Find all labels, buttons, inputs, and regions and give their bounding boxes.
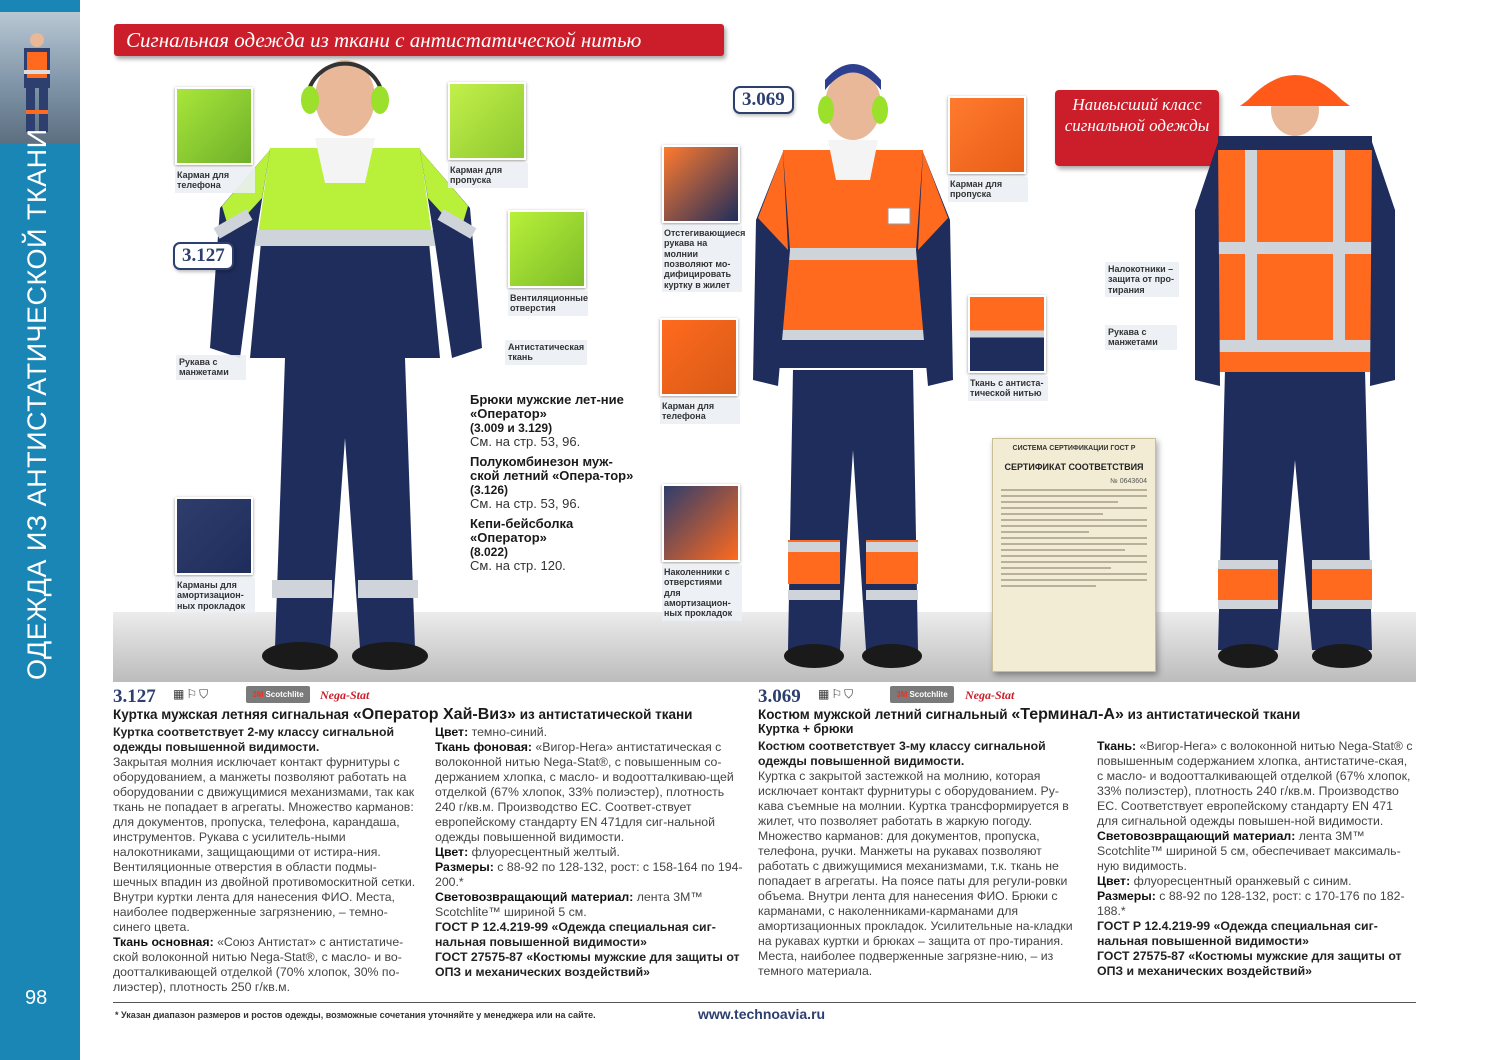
related-products: [470, 393, 640, 579]
product-title-2: Костюм мужской летний сигнальный «Терминал-А» из антистатической ткани: [758, 706, 1301, 723]
callout-sleeves: Рукава с манжетами: [176, 355, 246, 380]
website-link[interactable]: www.technoavia.ru: [698, 1006, 826, 1022]
callout-phone-pocket-2: Карман для телефона: [660, 318, 740, 424]
negastat-logo-2: Nega-Stat: [965, 688, 1015, 702]
footnote: * Указан диапазон размеров и ростов одежды, возможные сочетания уточняйте у менеджера или на сайте.: [115, 1010, 596, 1020]
product-2-description: Костюм соответствует 3-му классу сигнальной одежды повышенной видимости. Куртка с закрытой застежкой на молнию, которая исключает контакт фурнитуры с оборудованием. Ру-кава съемные на молнии. Куртка трансформируется в жилет, что позволяет работать в жаркую погоду. Множество карманов: для документов, пропуска, телефона, ручки. Манжеты на рукавах позволяют работать с движущимися механизмами, т.к. ткань не попадает в агрегаты. На поясе паты для регули-ровки объема. Внутри лента для нанесения ФИО. Брюки с карманами, с наколенниками-карманами для амортизационных прокладок. Усилительные на-кладки на рукавах куртки и брюках – защита от про-тирания. Места, наиболее подверженные загрязне-нию, – из темного материала.: [758, 739, 1073, 978]
callout-detachable-sleeves: Отстегивающиеся рукава на молнии позволяют мо-дифицировать куртку в жилет: [662, 145, 742, 292]
product-code-3127: 3.127: [113, 686, 156, 707]
sidebar-photo: [0, 12, 80, 144]
related-item: Кепи-бейсболка «Оператор» (8.022) См. на стр. 120.: [470, 516, 574, 573]
right-code-badge: 3.069: [733, 86, 794, 114]
scotchlite-logo: 3M Scotchlite: [246, 686, 310, 703]
worker-orange-front-figure: [748, 50, 958, 678]
callout-phone-pocket: Карман для телефона: [175, 87, 255, 193]
left-code-badge: 3.127: [173, 242, 234, 270]
scotchlite-logo-2: 3M Scotchlite: [890, 686, 954, 703]
product-2-subtitle: Куртка + брюки: [758, 722, 854, 736]
sidebar: [0, 0, 80, 1060]
related-item: Полукомбинезон муж-ской летний «Опера-тор» (3.126) См. на стр. 53, 96.: [470, 454, 634, 511]
callout-pass-pocket-2: Карман для пропуска: [948, 96, 1028, 202]
product-2-specs: Ткань: «Вигор-Нега» с волоконной нитью Nega-Stat® с повышенным содержанием хлопка, антистатиче-ская, с масло- и водоотталкивающей отделкой (67% хлопок, 33% полиэстер), плотность 240 г/кв.м. Производство ЕС. Соответствует европейскому стандарту EN 471 для сигнальной одежды повышен-ной видимости. Световозвращающий материал: лента 3M™ Scotchlite™ шириной 5 см, обеспечивает максималь-ную видимость. Цвет: флуоресцентный оранжевый с синим. Размеры: с 88-92 по 128-132, рост: с 170-176 по 182-188.* ГОСТ Р 12.4.219-99 «Одежда специальная сиг-нальная повышенной видимости» ГОСТ 27575-87 «Костюмы мужские для защиты от ОПЗ и механических воздействий»: [1097, 739, 1413, 978]
related-item: Брюки мужские лет-ние «Оператор» (3.009 и 3.129) См. на стр. 53, 96.: [470, 392, 624, 449]
highest-class-badge: Наивысший класс сигнальной одежды: [1055, 90, 1219, 166]
callout-antistatic: Антистатическая ткань: [505, 340, 587, 365]
callout-pass-pocket: Карман для пропуска: [448, 82, 528, 188]
product-1-description: Куртка соответствует 2-му классу сигнальной одежды повышенной видимости. Закрытая молния исключает контакт фурнитуры с оборудованием, а манжеты позволяют работать на оборудовании с движущимися механизмами, так как ткань не попадает в агрегаты. Множество карманов: для документов, пропуска, телефона, карандаша, инструментов. Рукава с усилитель-ными налокотниками, защищающими от истира-ния. Вентиляционные отверстия в области подмы-шечных впадин из двойной противомоскитной сетки. Внутри куртки лента для нанесения ФИО. Места, наиболее подверженные загрязнению, – темно-синего цвета. Ткань основная: «Союз Антистат» с антистатиче-ской волоконной нитью Nega-Stat®, с масло- и во-доотталкивающей отделкой (70% хлопок, 30% по-лиэстер), плотность 250 г/кв.м.: [113, 725, 416, 994]
product-1-specs: Цвет: темно-синий. Ткань фоновая: «Вигор-Нега» антистатическая с волоконной нитью Nega-Stat®, с повышенным со-держанием хлопка, с масло- и водоотталкиваю-щей отделкой (67% хлопок, 33% полиэстер), плотность 240 г/кв.м. Производство ЕС. Соответ-ствует европейскому стандарту EN 471для сиг-нальной одежды повышенной видимости. Цвет: флуоресцентный желтый. Размеры: с 88-92 по 128-132, рост: с 158-164 по 194-200.* Световозвращающий материал: лента 3M™ Scotchlite™ шириной 5 см. ГОСТ Р 12.4.219-99 «Одежда специальная сиг-нальная повышенной видимости» ГОСТ 27575-87 «Костюмы мужские для защиты от ОПЗ и механических воздействий»: [435, 725, 743, 979]
product-title-1: Куртка мужская летняя сигнальная «Оператор Хай-Виз» из антистатической ткани: [113, 706, 693, 723]
negastat-logo: Nega-Stat: [320, 688, 370, 702]
callout-pads-pockets: Карманы для амортизацион-ных прокладок: [175, 497, 255, 613]
product-code-3069: 3.069: [758, 686, 801, 707]
care-icons-2: ▦⚐⛉: [818, 687, 856, 701]
callout-knee-pads: Наколенники с отверстиями для амортизацион-ных прокладок: [662, 484, 742, 621]
callout-antistatic-fabric: Ткань с антиста-тической нитью: [968, 295, 1048, 401]
page-number: 98: [25, 987, 48, 1009]
callout-elbows: Налокотники – защита от про-тирания: [1105, 262, 1179, 297]
callout-vent: Вентиляционные отверстия: [508, 210, 588, 316]
certificate-image: СИСТЕМА СЕРТИФИКАЦИИ ГОСТ Р СЕРТИФИКАТ СООТВЕТСТВИЯ № 0643604: [992, 438, 1156, 672]
worker-thumbnail-icon: [18, 30, 56, 140]
callout-cuffs: Рукава с манжетами: [1105, 325, 1177, 350]
section-banner: Сигнальная одежда из ткани с антистатической нитью: [114, 24, 724, 56]
worker-orange-back-figure: [1190, 60, 1400, 674]
footer-divider: [113, 1002, 1416, 1003]
sidebar-section-title: ОДЕЖДА ИЗ АНТИСТАТИЧЕСКОЙ ТКАНИ: [22, 128, 52, 680]
care-icons: ▦⚐⛉: [173, 687, 211, 701]
